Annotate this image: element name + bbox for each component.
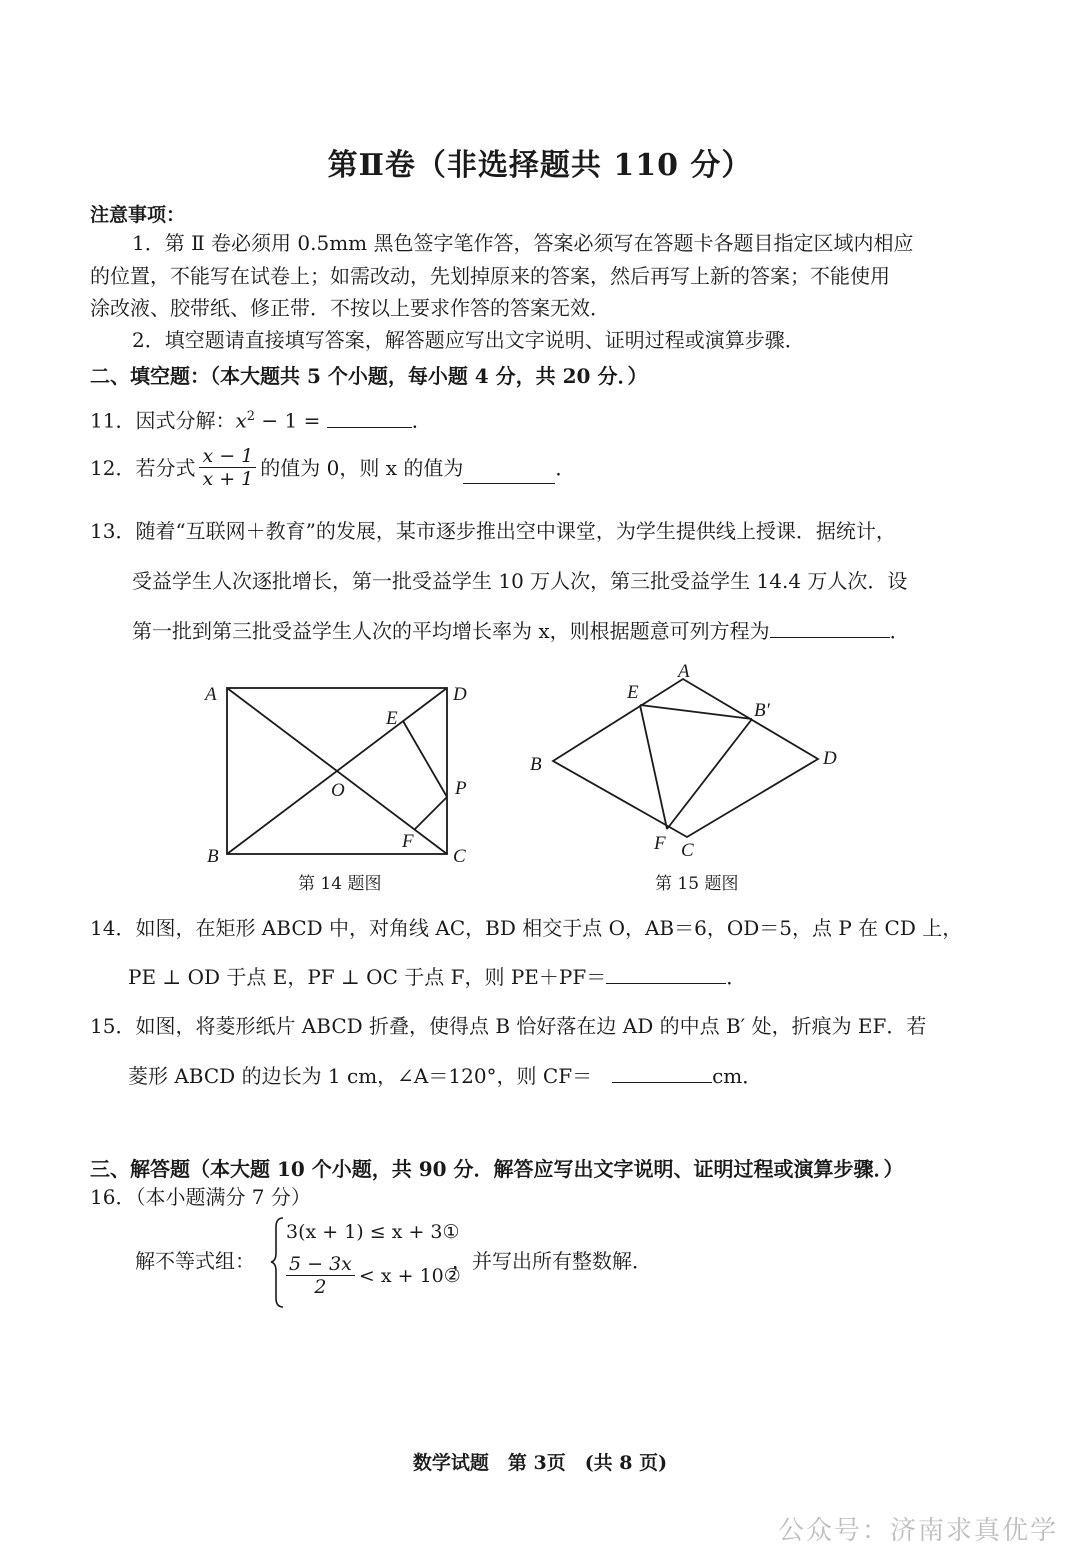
- note-1-line-1: 1．第 Ⅱ 卷必须用 0.5mm 黑色签字笔作答，答案必须写在答题卡各题目指定区域内相应: [132, 231, 914, 255]
- fig14-label-e: E: [386, 708, 398, 729]
- question-15-line-2: [128, 1063, 762, 1089]
- question-16-prefix: 解不等式组：: [135, 1249, 255, 1273]
- question-11: [90, 404, 432, 434]
- q13-answer-blank[interactable]: [770, 619, 890, 638]
- q11-rest: − 1 =: [255, 408, 327, 433]
- q12-suffix: 的值为 0，则 x 的值为: [260, 455, 464, 480]
- note-2: 2．填空题请直接填写答案，解答题应写出文字说明、证明过程或演算步骤．: [132, 328, 805, 352]
- fig15-label-c: C: [681, 840, 694, 861]
- left-brace-icon: [270, 1215, 286, 1310]
- question-13-line-3: [132, 618, 910, 644]
- q14-answer-blank[interactable]: [606, 965, 726, 984]
- inequality-1: 3(x + 1) ≤ x + 3①: [286, 1221, 460, 1243]
- q15-unit: cm．: [712, 1064, 763, 1088]
- q12-denominator: x + 1: [202, 468, 254, 490]
- section-2-heading: 二、填空题：（本大题共 5 个小题，每小题 4 分，共 20 分．）: [90, 364, 648, 388]
- q12-end: ．: [555, 455, 576, 480]
- fig14-label-d: D: [453, 684, 467, 705]
- question-12: [90, 445, 575, 490]
- fig14-label-f: F: [402, 831, 414, 852]
- q12-numerator: x − 1: [199, 445, 256, 468]
- q15-answer-blank[interactable]: [612, 1064, 712, 1083]
- q15-line-2-text: 菱形 ABCD 的边长为 1 cm，∠A＝120°，则 CF＝: [128, 1064, 593, 1088]
- segment-pf: [414, 797, 447, 830]
- q12-answer-blank[interactable]: [463, 465, 555, 484]
- q14-line-2-text: PE ⊥ OD 于点 E，PF ⊥ OC 于点 F，则 PE＋PF＝: [128, 965, 607, 989]
- notes-heading: 注意事项：: [90, 204, 186, 226]
- fig14-label-c: C: [453, 846, 466, 867]
- q12-fraction: [199, 445, 256, 490]
- fig15-label-a: A: [678, 661, 690, 682]
- inequality-2-denominator: 2: [314, 1276, 327, 1298]
- fig15-label-b-prime: B′: [754, 700, 770, 721]
- q11-end: ．: [411, 408, 432, 433]
- note-1-line-2: 的位置，不能写在试卷上；如需改动，先划掉原来的答案，然后再写上新的答案；不能使用: [90, 264, 890, 288]
- segment-fb-prime: [667, 719, 752, 829]
- fig14-label-b: B: [207, 846, 219, 867]
- q11-x: x: [235, 408, 247, 433]
- section-3-heading: 三、解答题（本大题 10 个小题，共 90 分．解答应写出文字说明、证明过程或演算步骤．）: [90, 1157, 904, 1181]
- question-14-line-1: 14．如图，在矩形 ABCD 中，对角线 AC，BD 相交于点 O，AB＝6，OD＝5，点 P 在 CD 上，: [90, 916, 963, 940]
- q11-exponent: 2: [246, 409, 256, 424]
- figure-14: [195, 672, 495, 892]
- question-16-header: 16．（本小题满分 7 分）: [90, 1185, 311, 1209]
- fig15-label-f: F: [654, 833, 666, 854]
- fig15-label-e: E: [627, 682, 639, 703]
- fig15-label-b: B: [530, 754, 542, 775]
- fig14-label-a: A: [205, 684, 217, 705]
- inequality-2-numerator: 5 − 3x: [286, 1253, 355, 1276]
- question-15-line-1: 15．如图，将菱形纸片 ABCD 折叠，使得点 B 恰好落在边 AD 的中点 B′ 处，折痕为 EF．若: [90, 1014, 927, 1038]
- figure-14-caption: 第 14 题图: [298, 874, 382, 894]
- q11-prefix: 11．因式分解：: [90, 408, 236, 433]
- fold-line-ef: [640, 705, 667, 829]
- segment-pe: [403, 721, 447, 797]
- fig14-label-o: O: [331, 780, 345, 801]
- q12-prefix: 12．若分式: [90, 455, 196, 480]
- figure-15-caption: 第 15 题图: [655, 874, 739, 894]
- question-16-suffix: ，并写出所有整数解．: [452, 1249, 652, 1273]
- segment-eb-prime: [640, 705, 752, 719]
- section-title: 第Ⅱ卷（非选择题共 110 分）: [327, 148, 753, 183]
- question-14-line-2: [128, 964, 746, 990]
- rhombus-abcd: [553, 679, 818, 837]
- inequality-system: [270, 1215, 460, 1310]
- q11-answer-blank[interactable]: [327, 409, 412, 428]
- q13-end: ．: [889, 619, 910, 643]
- fig14-label-p: P: [455, 778, 467, 799]
- note-1-line-3: 涂改液、胶带纸、修正带．不按以上要求作答的答案无效．: [90, 296, 610, 320]
- figure-15: [522, 658, 862, 863]
- inequality-2: [286, 1253, 461, 1298]
- fig15-label-d: D: [823, 748, 837, 769]
- page-footer: 数学试题 第 3页 (共 8 页): [412, 1452, 668, 1474]
- inequality-2-fraction: [286, 1253, 355, 1298]
- q14-end: ．: [726, 965, 747, 989]
- watermark: 公众号：济南求真优学: [777, 1516, 1058, 1546]
- question-13-line-1: 13．随着“互联网＋教育”的发展，某市逐步推出空中课堂，为学生提供线上授课．据统计，: [90, 519, 896, 543]
- question-13-line-2: 受益学生人次逐批增长，第一批受益学生 10 万人次，第三批受益学生 14.4 万人次．设: [132, 569, 908, 593]
- inequality-2-rest: < x + 10②: [358, 1264, 461, 1287]
- q13-line-3-text: 第一批到第三批受益学生人次的平均增长率为 x，则根据题意可列方程为: [132, 619, 770, 643]
